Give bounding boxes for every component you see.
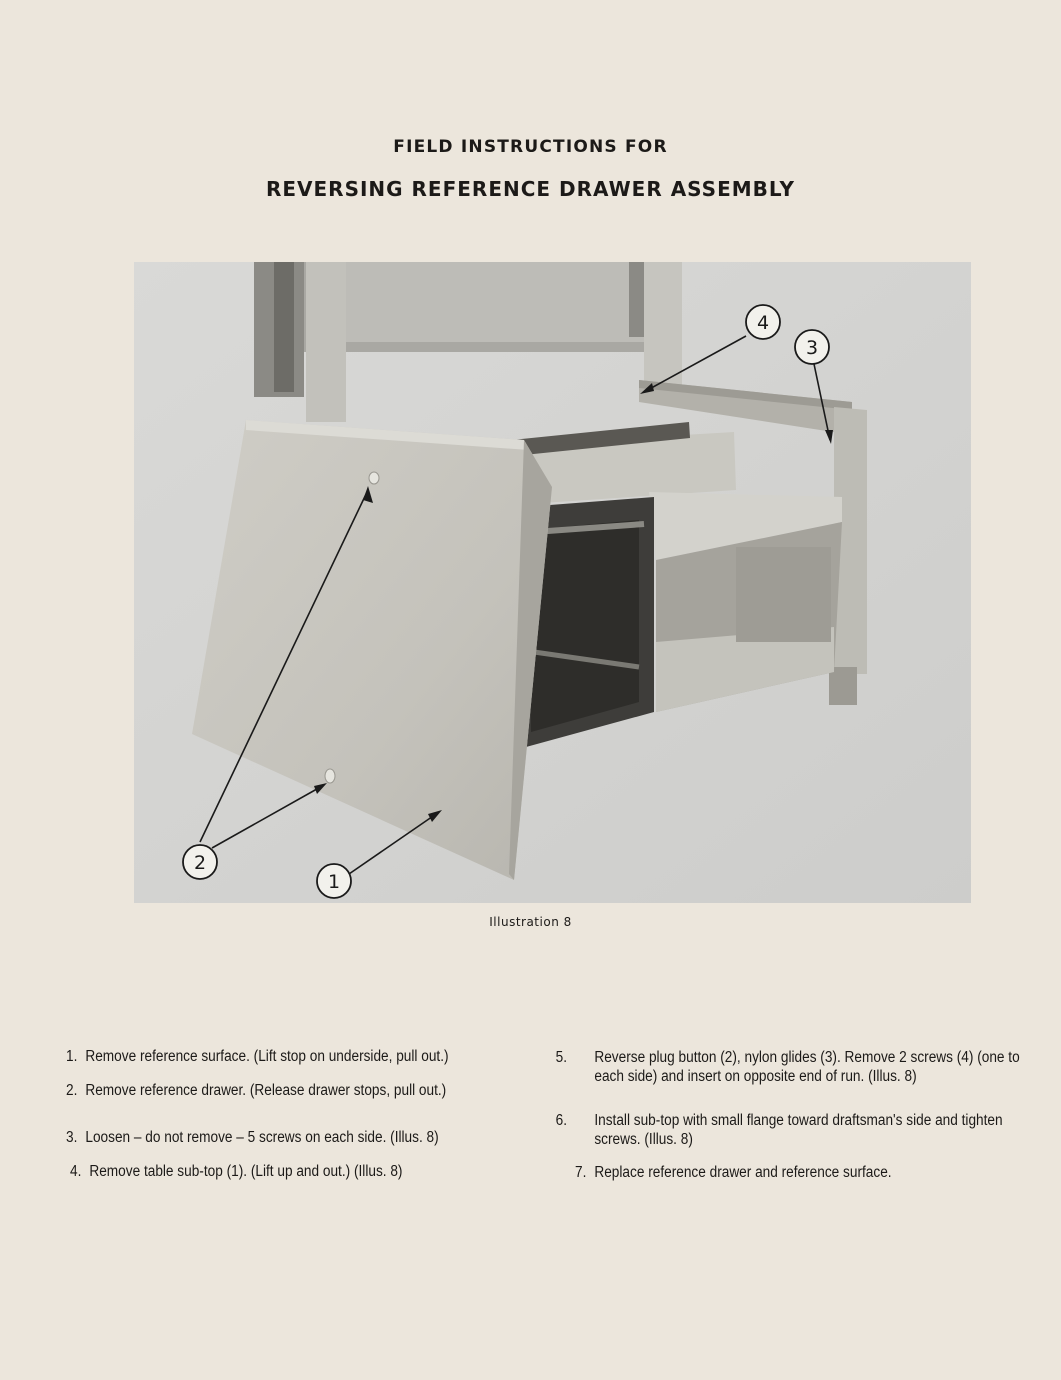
right-upright: [644, 262, 682, 392]
step-1-number: 1.: [66, 1048, 78, 1065]
step-7: [575, 1163, 1050, 1182]
step-5-text: Reverse plug button (2), nylon glides (3). Remove 2 screws (4) (one to each side) and insert on opposite end of run. (Illus. 8): [594, 1049, 1020, 1085]
step-5-number: 5.: [555, 1049, 568, 1066]
step-2-text: Remove reference drawer. (Release drawer stops, pull out.): [85, 1082, 447, 1099]
callout-3: [795, 330, 829, 364]
step-6: [555, 1111, 1050, 1149]
step-6-text: Install sub-top with small flange toward draftsman's side and tighten screws. (Illus. 8): [594, 1112, 1003, 1148]
figure-caption: Illustration 8: [489, 915, 572, 929]
step-1-text: Remove reference surface. (Lift stop on underside, pull out.): [85, 1048, 449, 1065]
callout-2-label: 2: [193, 852, 207, 874]
step-5: [555, 1048, 1050, 1086]
step-1: [66, 1047, 541, 1066]
step-3: [66, 1128, 541, 1147]
step-3-number: 3.: [66, 1129, 78, 1146]
step-7-text: Replace reference drawer and reference surface.: [594, 1164, 892, 1181]
title-line-1: FIELD INSTRUCTIONS FOR: [393, 137, 668, 157]
step-2: [66, 1081, 541, 1100]
step-4-number: 4.: [70, 1163, 82, 1180]
callout-1: [317, 864, 351, 898]
callout-4-label: 4: [756, 312, 770, 334]
step-3-text: Loosen – do not remove – 5 screws on each side. (Illus. 8): [85, 1129, 439, 1146]
step-6-number: 6.: [555, 1112, 568, 1129]
title-line-2: REVERSING REFERENCE DRAWER ASSEMBLY: [265, 177, 796, 201]
step-7-number: 7.: [575, 1164, 587, 1181]
callout-3-label: 3: [805, 337, 819, 359]
callout-4: [746, 305, 780, 339]
left-upright: [306, 262, 346, 422]
callout-2: [183, 845, 217, 879]
photo-illustration: [134, 262, 971, 903]
callout-1-label: 1: [327, 871, 341, 893]
step-4-text: Remove table sub-top (1). (Lift up and out.) (Illus. 8): [89, 1163, 403, 1180]
step-4: [70, 1162, 545, 1181]
step-2-number: 2.: [66, 1082, 78, 1099]
